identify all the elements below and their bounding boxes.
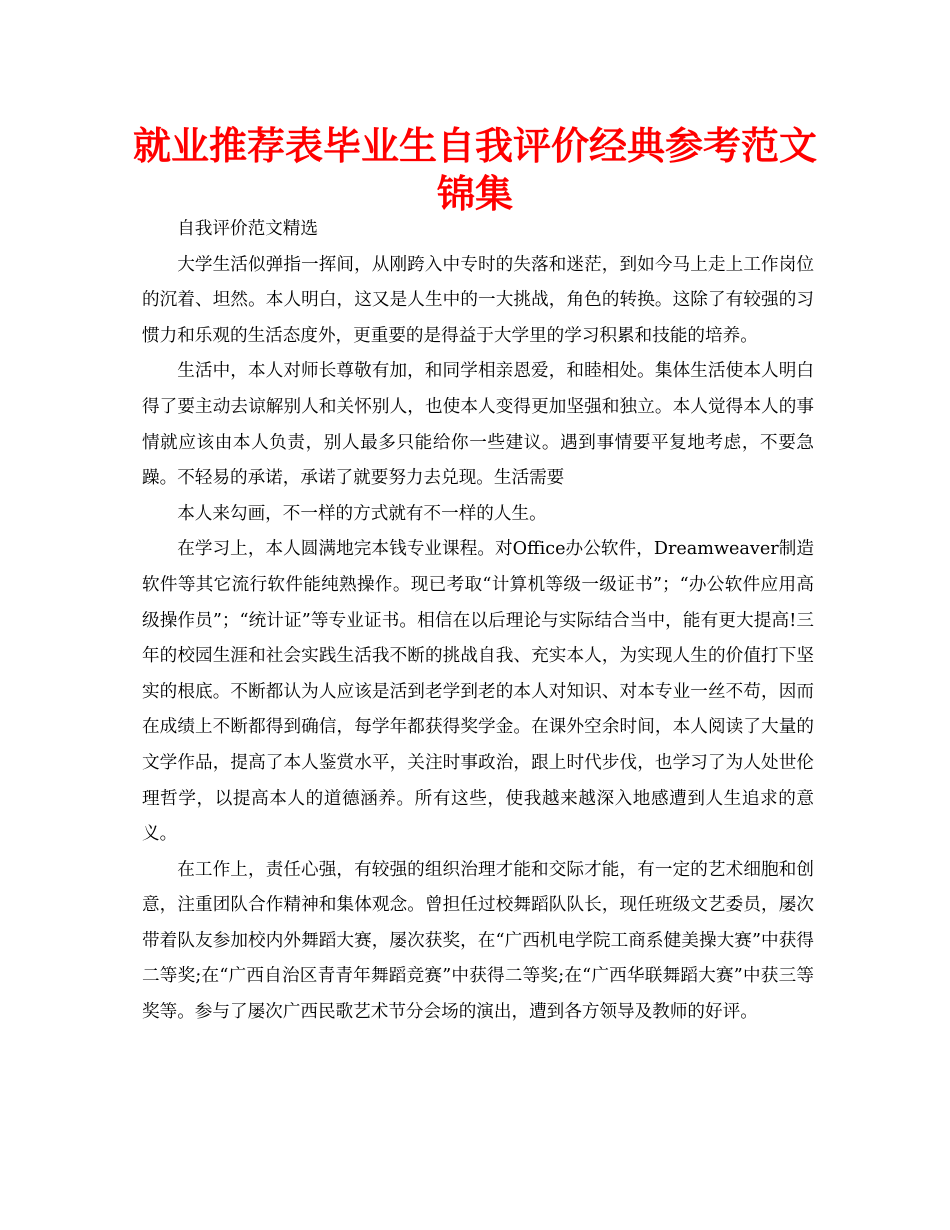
paragraph-5: 在工作上，责任心强，有较强的组织治理才能和交际才能，有一定的艺术细胞和创意，注重团队合作精神和集体观念。曾担任过校舞蹈队队长，现任班级文艺委员，屡次带着队友参加校内外舞蹈大赛，屡次获奖，在“广西机电学院工商系健美操大赛”中获得二等奖;在“广西自治区青青年舞蹈竞赛”中获得二等奖;在“广西华联舞蹈大赛”中获三等奖等。参与了屡次广西民歌艺术节分会场的演出，遭到各方领导及教师的好评。 bbox=[142, 859, 814, 1023]
document-title: 就业推荐表毕业生自我评价经典参考范文锦集 bbox=[132, 124, 817, 216]
paragraph-1: 大学生活似弹指一挥间，从刚跨入中专时的失落和迷茫，到如今马上走上工作岗位的沉着、坦然。本人明白，这又是人生中的一大挑战，角色的转换。这除了有较强的习惯力和乐观的生活态度外，更重要的是得益于大学里的学习积累和技能的培养。 bbox=[142, 254, 814, 346]
document-body bbox=[142, 212, 814, 1031]
document-subtitle: 自我评价范文精选 bbox=[177, 219, 318, 239]
paragraph-4: 在学习上，本人圆满地完本钱专业课程。对Office办公软件，Dreamweaver制造软件等其它流行软件能纯熟操作。现已考取“计算机等级一级证书”；“办公软件应用高级操作员”；“统计证”等专业证书。相信在以后理论与实际结合当中，能有更大提高!三年的校园生涯和社会实践生活我不断的挑战自我、充实本人，为实现人生的价值打下坚实的根底。不断都认为人应该是活到老学到老的本人对知识、对本专业一丝不苟，因而在成绩上不断都得到确信，每学年都获得奖学金。在课外空余时间，本人阅读了大量的文学作品，提高了本人鉴赏水平，关注时事政治，跟上时代步伐，也学习了为人处世伦理哲学，以提高本人的道德涵养。所有这些，使我越来越深入地感遭到人生追求的意义。 bbox=[142, 539, 814, 845]
paragraph-3: 本人来勾画，不一样的方式就有不一样的人生。 bbox=[177, 503, 547, 524]
paragraph-2: 生活中，本人对师长尊敬有加，和同学相亲恩爱，和睦相处。集体生活使本人明白得了要主动去谅解别人和关怀别人，也使本人变得更加坚强和独立。本人觉得本人的事情就应该由本人负责，别人最多只能给你一些建议。遇到事情要平复地考虑，不要急躁。不轻易的承诺，承诺了就要努力去兑现。生活需要 bbox=[142, 361, 814, 489]
